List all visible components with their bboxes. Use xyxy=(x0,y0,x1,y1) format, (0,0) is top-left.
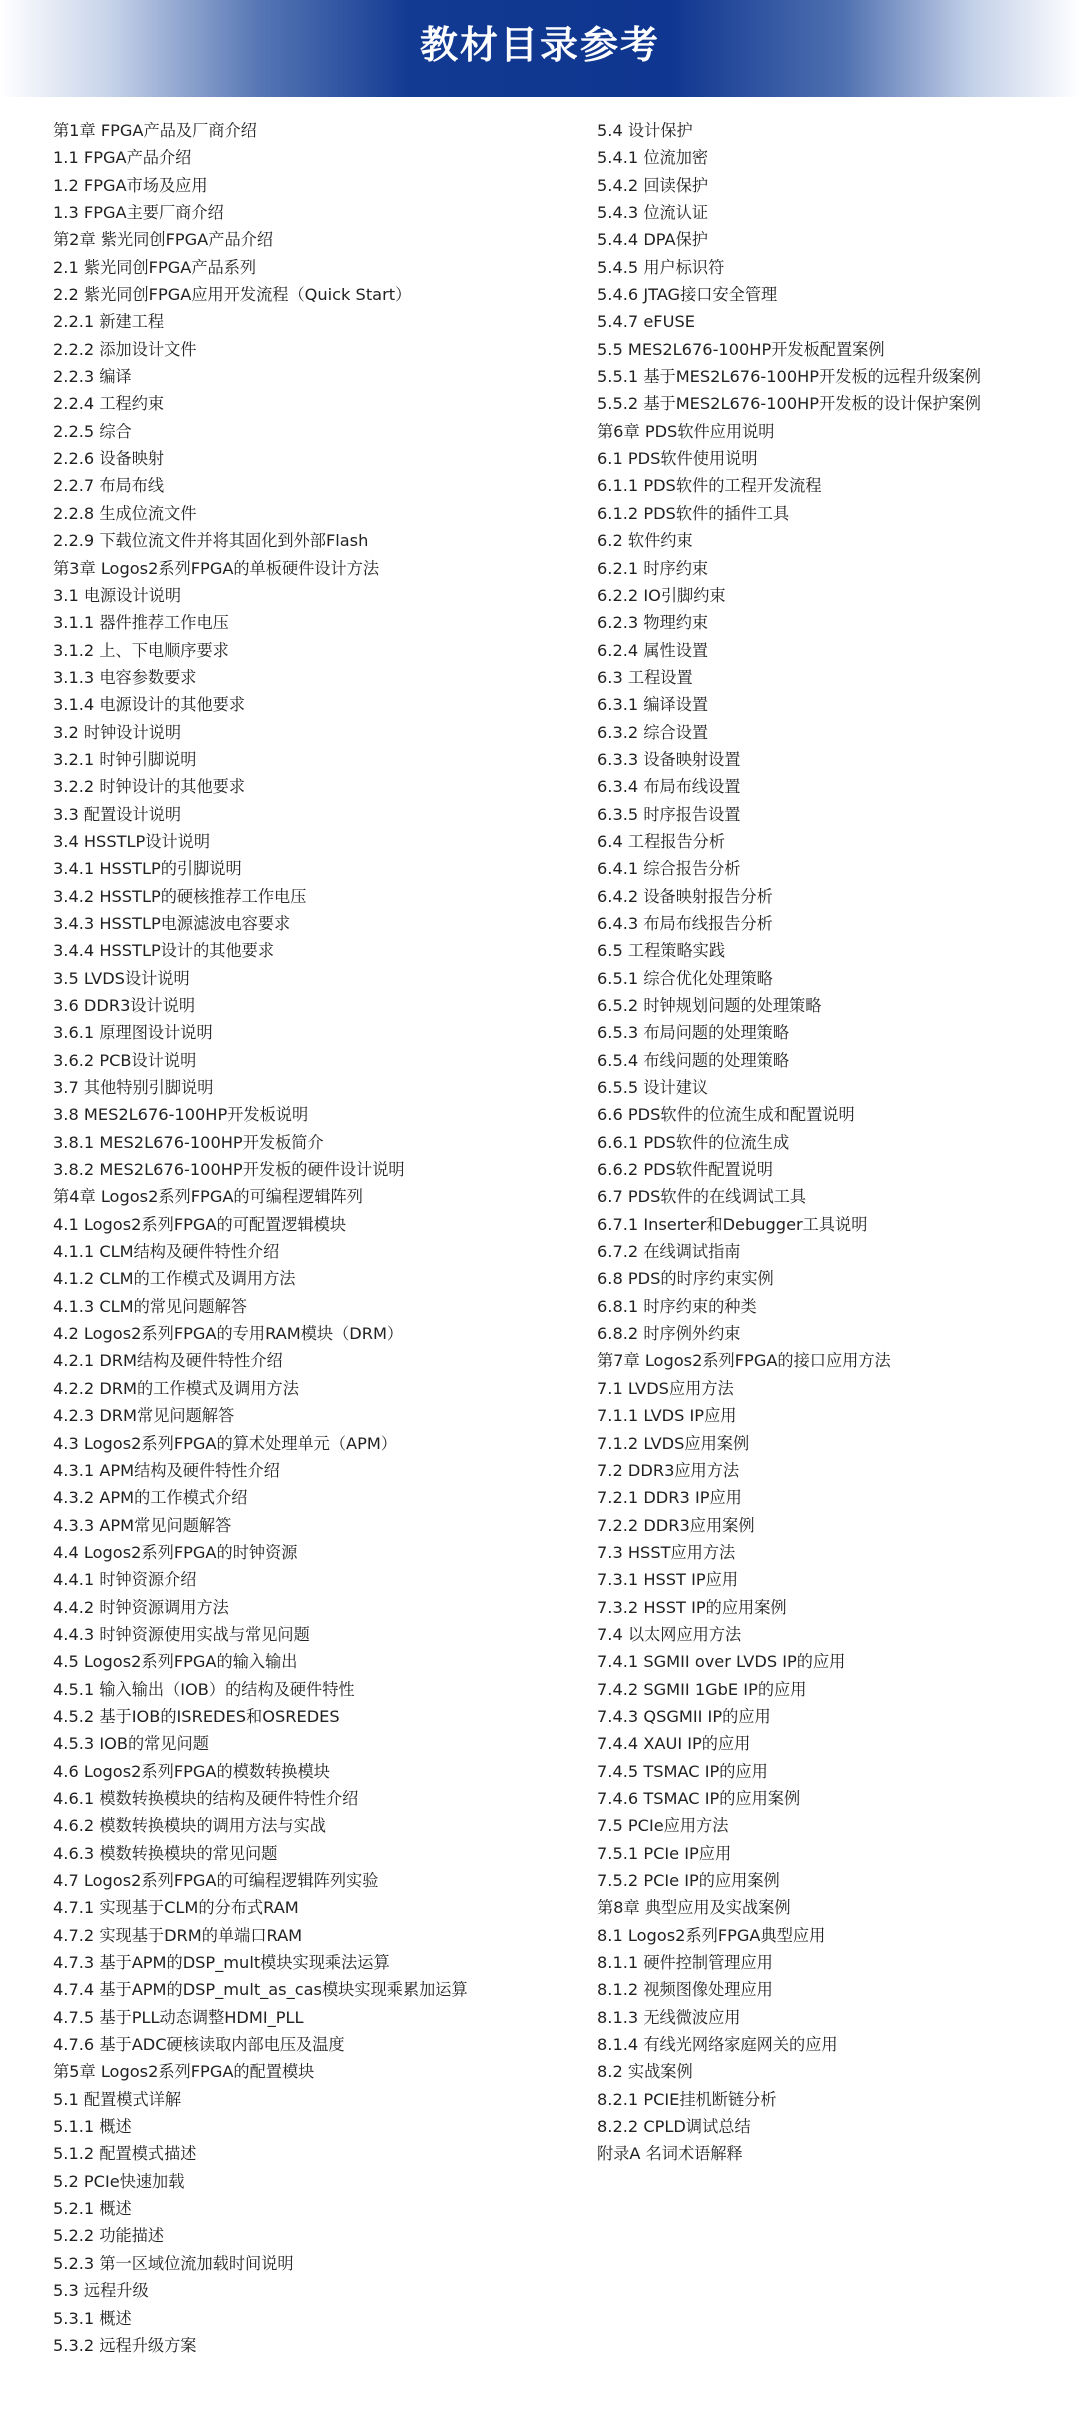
toc-entry: 8.2.2 CPLD调试总结 xyxy=(597,2117,751,2137)
toc-entry: 7.1.2 LVDS应用案例 xyxy=(597,1433,750,1453)
toc-entry: 4.4.3 时钟资源使用实战与常见问题 xyxy=(53,1624,310,1644)
toc-entry: 8.1.2 视频图像处理应用 xyxy=(597,1980,773,2000)
toc-entry: 6.2 软件约束 xyxy=(597,531,693,551)
toc-entry: 4.3.2 APM的工作模式介绍 xyxy=(53,1488,248,1508)
toc-entry: 3.2 时钟设计说明 xyxy=(53,722,182,742)
toc-entry: 5.1.2 配置模式描述 xyxy=(53,2144,197,2164)
toc-entry: 5.4.1 位流加密 xyxy=(597,148,709,168)
toc-entry: 4.5 Logos2系列FPGA的输入输出 xyxy=(53,1652,298,1672)
toc-entry: 第7章 Logos2系列FPGA的接口应用方法 xyxy=(597,1351,891,1371)
toc-entry: 7.5.2 PCIe IP的应用案例 xyxy=(597,1871,780,1890)
toc-entry: 8.1 Logos2系列FPGA典型应用 xyxy=(597,1925,826,1945)
toc-entry: 5.5 MES2L676-100HP开发板配置案例 xyxy=(597,339,885,359)
toc-entry: 4.4.1 时钟资源介绍 xyxy=(53,1570,197,1590)
toc-entry: 7.4.3 QSGMII IP的应用 xyxy=(597,1706,771,1726)
toc-entry: 8.1.1 硬件控制管理应用 xyxy=(597,1953,773,1973)
toc-entry: 4.3.1 APM结构及硬件特性介绍 xyxy=(53,1460,280,1480)
toc-entry: 6.2.2 IO引脚约束 xyxy=(597,585,726,605)
toc-entry: 3.4.3 HSSTLP电源滤波电容要求 xyxy=(53,913,291,933)
toc-entry: 6.2.1 时序约束 xyxy=(597,558,709,578)
toc-entry: 7.2.1 DDR3 IP应用 xyxy=(597,1488,742,1508)
toc-entry: 7.1.1 LVDS IP应用 xyxy=(597,1406,737,1426)
toc-entry: 5.2.2 功能描述 xyxy=(53,2226,165,2246)
page-title: 教材目录参考 xyxy=(419,23,660,67)
toc-entry: 3.1.2 上、下电顺序要求 xyxy=(53,640,229,660)
toc-entry: 4.7.3 基于APM的DSP_mult模块实现乘法运算 xyxy=(53,1953,390,1973)
toc-entry: 5.4.5 用户标识符 xyxy=(597,257,725,277)
toc-entry: 6.7 PDS软件的在线调试工具 xyxy=(597,1187,807,1207)
toc-entry: 5.4 设计保护 xyxy=(597,121,693,140)
toc-entry: 4.4.2 时钟资源调用方法 xyxy=(53,1597,229,1617)
toc-entry: 5.5.1 基于MES2L676-100HP开发板的远程升级案例 xyxy=(597,367,981,387)
toc-entry: 5.2.3 第一区域位流加载时间说明 xyxy=(53,2253,294,2273)
toc-entry: 7.4.1 SGMII over LVDS IP的应用 xyxy=(597,1652,846,1672)
toc-entry: 3.1.3 电容参数要求 xyxy=(53,667,197,687)
toc-entry: 3.8 MES2L676-100HP开发板说明 xyxy=(53,1105,309,1125)
toc-entry: 第1章 FPGA产品及厂商介绍 xyxy=(53,121,257,140)
toc-entry: 4.2.3 DRM常见问题解答 xyxy=(53,1406,235,1426)
toc-entry: 第8章 典型应用及实战案例 xyxy=(597,1898,791,1918)
toc-entry: 4.4 Logos2系列FPGA的时钟资源 xyxy=(53,1542,298,1562)
toc-entry: 4.6.1 模数转换模块的结构及硬件特性介绍 xyxy=(53,1788,359,1808)
toc-entry: 4.1.2 CLM的工作模式及调用方法 xyxy=(53,1269,296,1289)
toc-entry: 6.3.3 设备映射设置 xyxy=(597,749,741,769)
toc-entry: 6.3 工程设置 xyxy=(597,667,693,687)
toc-entry: 6.1 PDS软件使用说明 xyxy=(597,449,758,469)
toc-entry: 6.5.4 布线问题的处理策略 xyxy=(597,1050,790,1070)
toc-entry: 3.2.2 时钟设计的其他要求 xyxy=(53,777,246,797)
toc-entry: 5.5.2 基于MES2L676-100HP开发板的设计保护案例 xyxy=(597,394,981,414)
toc-entry: 3.4 HSSTLP设计说明 xyxy=(53,831,211,851)
toc-entry: 6.4.3 布局布线报告分析 xyxy=(597,913,773,933)
toc-entry: 2.2.2 添加设计文件 xyxy=(53,339,197,359)
toc-entry: 6.3.1 编译设置 xyxy=(597,695,709,715)
toc-entry: 2.2.4 工程约束 xyxy=(53,394,165,414)
toc-entry: 8.1.4 有线光网络家庭网关的应用 xyxy=(597,2035,838,2055)
toc-entry: 5.2 PCIe快速加载 xyxy=(53,2171,185,2191)
toc-entry: 6.8 PDS的时序约束实例 xyxy=(597,1269,774,1289)
toc-entry: 6.6.2 PDS软件配置说明 xyxy=(597,1160,773,1180)
toc-left-column xyxy=(53,117,573,2359)
toc-entry: 3.5 LVDS设计说明 xyxy=(53,968,190,988)
toc-entry: 7.4.5 TSMAC IP的应用 xyxy=(597,1761,768,1781)
toc-entry: 4.2.2 DRM的工作模式及调用方法 xyxy=(53,1378,299,1398)
toc-entry: 6.7.2 在线调试指南 xyxy=(597,1242,741,1262)
toc-entry: 3.3 配置设计说明 xyxy=(53,804,182,824)
toc-entry: 3.6.1 原理图设计说明 xyxy=(53,1023,213,1043)
toc-entry: 1.1 FPGA产品介绍 xyxy=(53,148,192,168)
toc-entry: 5.4.4 DPA保护 xyxy=(597,230,708,250)
toc-entry: 4.7 Logos2系列FPGA的可编程逻辑阵列实验 xyxy=(53,1871,379,1890)
toc-entry: 2.2.9 下载位流文件并将其固化到外部Flash xyxy=(53,531,369,551)
toc-entry: 7.1 LVDS应用方法 xyxy=(597,1378,734,1398)
toc-entry: 7.2 DDR3应用方法 xyxy=(597,1460,740,1480)
toc-entry: 4.1.3 CLM的常见问题解答 xyxy=(53,1296,247,1316)
toc-entry: 4.1.1 CLM结构及硬件特性介绍 xyxy=(53,1242,280,1262)
toc-entry: 6.4 工程报告分析 xyxy=(597,831,726,851)
toc-entry: 4.3.3 APM常见问题解答 xyxy=(53,1515,232,1535)
toc-entry: 6.1.1 PDS软件的工程开发流程 xyxy=(597,476,822,496)
toc-entry: 4.2.1 DRM结构及硬件特性介绍 xyxy=(53,1351,283,1371)
toc-entry: 6.4.2 设备映射报告分析 xyxy=(597,886,773,906)
toc-entry: 7.3.1 HSST IP应用 xyxy=(597,1570,739,1590)
toc-entry: 第5章 Logos2系列FPGA的配置模块 xyxy=(53,2062,315,2082)
toc-entry: 5.1.1 概述 xyxy=(53,2117,132,2137)
toc-entry: 3.4.2 HSSTLP的硬核推荐工作电压 xyxy=(53,886,307,906)
toc-entry: 8.1.3 无线微波应用 xyxy=(597,2007,741,2027)
toc-entry: 4.2 Logos2系列FPGA的专用RAM模块（DRM） xyxy=(53,1324,404,1344)
toc-entry: 2.2 紫光同创FPGA应用开发流程（Quick Start） xyxy=(53,285,412,305)
toc-entry: 6.5.2 时钟规划问题的处理策略 xyxy=(597,996,822,1015)
toc-entry: 3.8.2 MES2L676-100HP开发板的硬件设计说明 xyxy=(53,1160,405,1180)
toc-entry: 6.7.1 Inserter和Debugger工具说明 xyxy=(597,1214,868,1234)
toc-entry: 3.2.1 时钟引脚说明 xyxy=(53,749,197,769)
toc-entry: 3.4.1 HSSTLP的引脚说明 xyxy=(53,859,242,879)
toc-entry: 3.7 其他特别引脚说明 xyxy=(53,1078,214,1098)
toc-entry: 2.2.1 新建工程 xyxy=(53,312,165,332)
toc-entry: 2.2.5 综合 xyxy=(53,421,132,441)
toc-entry: 1.3 FPGA主要厂商介绍 xyxy=(53,203,224,223)
toc-entry: 5.3.2 远程升级方案 xyxy=(53,2335,197,2355)
toc-entry: 5.1 配置模式详解 xyxy=(53,2089,182,2109)
toc-entry: 第2章 紫光同创FPGA产品介绍 xyxy=(53,230,274,250)
toc-entry: 4.1 Logos2系列FPGA的可配置逻辑模块 xyxy=(53,1214,347,1234)
toc-entry: 3.1.4 电源设计的其他要求 xyxy=(53,695,246,715)
toc-entry: 7.3 HSST应用方法 xyxy=(597,1542,736,1562)
toc-entry: 4.7.6 基于ADC硬核读取内部电压及温度 xyxy=(53,2035,345,2055)
toc-entry: 7.4.4 XAUI IP的应用 xyxy=(597,1734,751,1754)
toc-entry: 4.6.3 模数转换模块的常见问题 xyxy=(53,1843,278,1863)
toc-entry: 7.3.2 HSST IP的应用案例 xyxy=(597,1597,787,1617)
toc-entry: 4.7.5 基于PLL动态调整HDMI_PLL xyxy=(53,2007,304,2027)
toc-entry: 4.6 Logos2系列FPGA的模数转换模块 xyxy=(53,1761,330,1781)
toc-right-column xyxy=(597,117,1067,2168)
toc-entry: 6.4.1 综合报告分析 xyxy=(597,859,741,879)
toc-entry: 3.4.4 HSSTLP设计的其他要求 xyxy=(53,941,275,961)
toc-entry: 6.5.5 设计建议 xyxy=(597,1078,709,1098)
toc-entry: 6.5.3 布局问题的处理策略 xyxy=(597,1023,790,1043)
toc-entry: 第4章 Logos2系列FPGA的可编程逻辑阵列 xyxy=(53,1187,363,1207)
toc-entry: 6.1.2 PDS软件的插件工具 xyxy=(597,503,790,523)
toc-entry: 8.2 实战案例 xyxy=(597,2062,693,2082)
toc-entry: 4.5.2 基于IOB的ISREDES和OSREDES xyxy=(53,1706,340,1726)
toc-entry: 2.1 紫光同创FPGA产品系列 xyxy=(53,257,257,277)
toc-entry: 6.3.2 综合设置 xyxy=(597,722,709,742)
toc-entry: 6.6.1 PDS软件的位流生成 xyxy=(597,1132,790,1152)
toc-entry: 7.4 以太网应用方法 xyxy=(597,1624,742,1644)
toc-entry: 4.6.2 模数转换模块的调用方法与实战 xyxy=(53,1816,326,1836)
toc-entry: 2.2.8 生成位流文件 xyxy=(53,503,197,523)
toc-entry: 7.5 PCIe应用方法 xyxy=(597,1816,729,1836)
toc-entry: 3.6.2 PCB设计说明 xyxy=(53,1050,197,1070)
toc-entry: 6.5 工程策略实践 xyxy=(597,941,726,961)
toc-entry: 2.2.3 编译 xyxy=(53,367,132,387)
toc-entry: 6.8.1 时序约束的种类 xyxy=(597,1296,757,1316)
toc-entry: 4.7.2 实现基于DRM的单端口RAM xyxy=(53,1925,303,1945)
toc-entry: 3.1 电源设计说明 xyxy=(53,585,182,605)
toc-entry: 4.5.3 IOB的常见问题 xyxy=(53,1734,209,1754)
toc-entry: 1.2 FPGA市场及应用 xyxy=(53,175,208,195)
toc-entry: 5.4.2 回读保护 xyxy=(597,175,709,195)
toc-entry: 附录A 名词术语解释 xyxy=(597,2144,743,2164)
toc-entry: 第6章 PDS软件应用说明 xyxy=(597,421,775,441)
toc-entry: 6.2.3 物理约束 xyxy=(597,613,709,633)
toc-entry: 2.2.7 布局布线 xyxy=(53,476,165,496)
toc-entry: 7.4.6 TSMAC IP的应用案例 xyxy=(597,1788,801,1808)
toc-entry: 7.5.1 PCIe IP应用 xyxy=(597,1843,732,1863)
toc-entry: 5.3 远程升级 xyxy=(53,2281,149,2301)
toc-entry: 6.3.5 时序报告设置 xyxy=(597,804,741,824)
toc-entry: 4.7.1 实现基于CLM的分布式RAM xyxy=(53,1898,299,1918)
toc-entry: 4.7.4 基于APM的DSP_mult_as_cas模块实现乘累加运算 xyxy=(53,1980,468,2000)
toc-entry: 7.4.2 SGMII 1GbE IP的应用 xyxy=(597,1679,807,1699)
toc-entry: 5.2.1 概述 xyxy=(53,2199,132,2219)
toc-entry: 6.3.4 布局布线设置 xyxy=(597,777,741,797)
toc-entry: 7.2.2 DDR3应用案例 xyxy=(597,1515,755,1535)
toc-entry: 3.8.1 MES2L676-100HP开发板简介 xyxy=(53,1132,324,1152)
toc-entry: 6.2.4 属性设置 xyxy=(597,640,709,660)
toc-entry: 第3章 Logos2系列FPGA的单板硬件设计方法 xyxy=(53,558,380,578)
toc-entry: 5.4.6 JTAG接口安全管理 xyxy=(597,285,778,305)
toc-entry: 3.1.1 器件推荐工作电压 xyxy=(53,613,229,633)
toc-entry: 3.6 DDR3设计说明 xyxy=(53,996,196,1015)
toc-entry: 6.8.2 时序例外约束 xyxy=(597,1324,741,1344)
toc-entry: 5.3.1 概述 xyxy=(53,2308,132,2328)
toc-entry: 2.2.6 设备映射 xyxy=(53,449,165,469)
toc-entry: 8.2.1 PCIE挂机断链分析 xyxy=(597,2089,777,2109)
toc-entry: 6.5.1 综合优化处理策略 xyxy=(597,968,773,988)
toc-entry: 4.5.1 输入输出（IOB）的结构及硬件特性 xyxy=(53,1679,355,1699)
toc-entry: 4.3 Logos2系列FPGA的算术处理单元（APM） xyxy=(53,1433,397,1453)
toc-entry: 6.6 PDS软件的位流生成和配置说明 xyxy=(597,1105,855,1125)
toc-entry: 5.4.7 eFUSE xyxy=(597,312,695,332)
toc-entry: 5.4.3 位流认证 xyxy=(597,203,709,223)
